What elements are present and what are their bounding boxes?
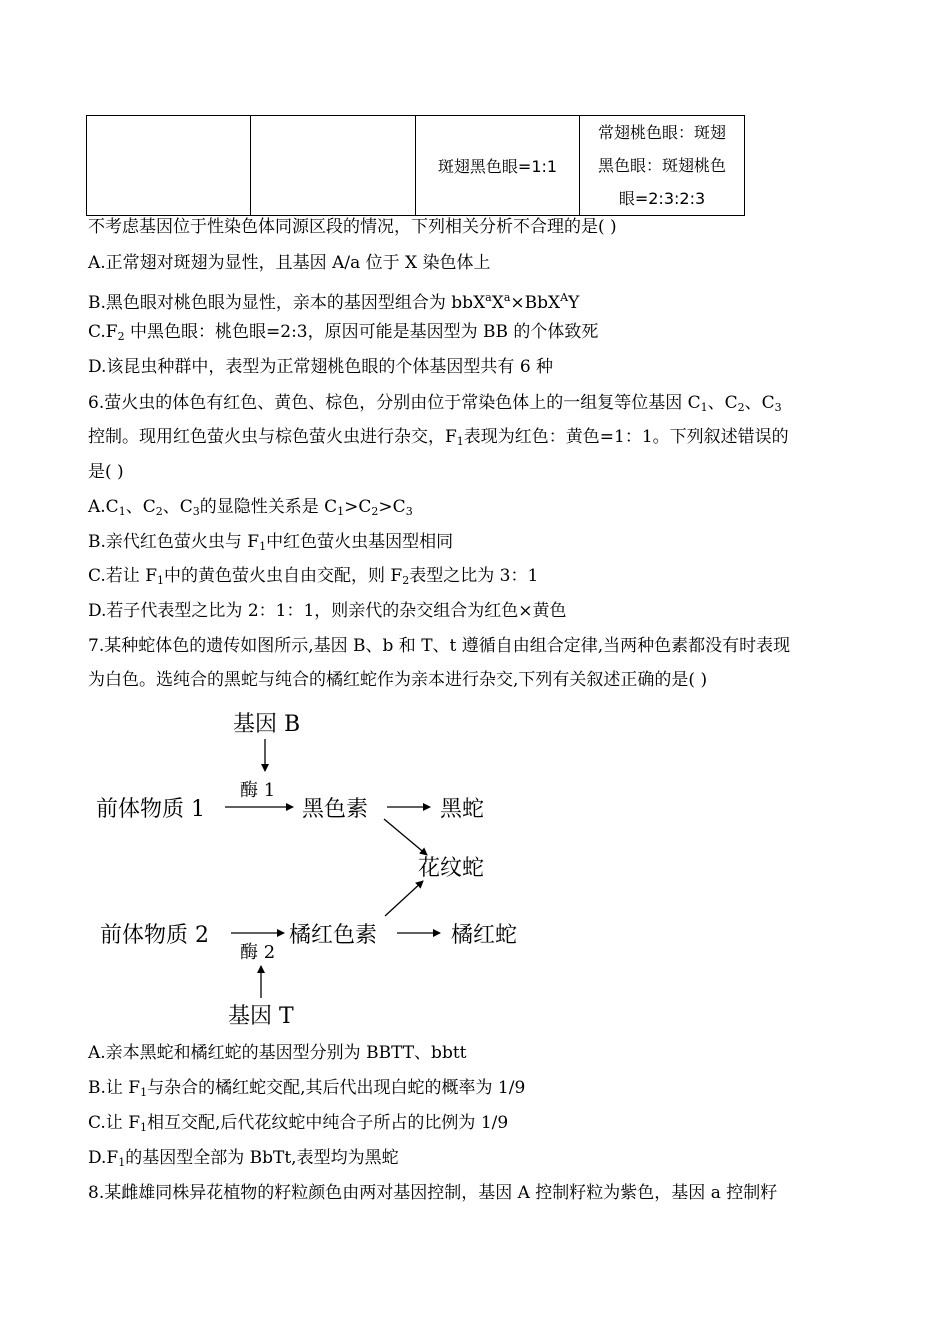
table-cell [87,116,251,216]
black-snake-label: 黑蛇 [440,797,485,822]
black-pigment-label: 黑色素 [302,797,369,822]
q7-option-c: C.让 $F_1$相互交配,后代花纹蛇中纯合子所占的比例为 1/9 [88,1113,509,1134]
q7-stem-line2: 为白色。选纯合的黑蛇与纯合的橘红蛇作为亲本进行杂交,下列有关叙述正确的是( ) [88,670,708,690]
table-cell: 斑翅黑色眼=1:1 [416,116,580,216]
q5-option-d: D.该昆虫种群中，表型为正常翅桃色眼的个体基因型共有 6 种 [88,357,554,377]
q7-stem-line1: 7.某种蛇体色的遗传如图所示,基因 B、b 和 T、t 遵循自由组合定律,当两种色素都没有时表现 [88,636,791,656]
enzyme1-label: 酶 1 [240,780,276,801]
q5-option-b: B.黑色眼对桃色眼为显性，亲本的基因型组合为 $bbX^aX^a\times BbX^AY$ [88,291,580,313]
arrow-to-pattern [384,819,427,855]
q6-option-b: B.亲代红色萤火虫与 $F_1$中红色萤火虫基因型相同 [88,532,454,553]
gene-b-label: 基因 B [233,712,301,737]
table-row [87,116,745,216]
q6-option-d: D.若子代表型之比为 2：1：1，则亲代的杂交组合为红色×黄色 [88,601,567,621]
gene-t-label: 基因 T [228,1004,294,1029]
q7-option-b: B.让 $F_1$与杂合的橘红蛇交配,其后代出现白蛇的概率为 1/9 [88,1078,526,1099]
cell-line: 常翅桃色眼：斑翅 [597,123,726,142]
arrow-orange-to-pattern [385,881,423,916]
precursor1-label: 前体物质 1 [96,797,205,822]
q8-stem-line1: 8.某雌雄同株异花植物的籽粒颜色由两对基因控制，基因 A 控制籽粒为紫色，基因 a 控制籽 [88,1183,778,1203]
q7-option-d: $D.F_1$的基因型全部为 BbTt,表型均为黑蛇 [88,1148,399,1169]
q6-option-a: $A.C_1$、$C_2$、$C_3$的显隐性关系是 $C_1>C_2>C_3$ [88,497,413,518]
cell-line: 黑色眼：斑翅桃色 [597,156,726,175]
precursor2-label: 前体物质 2 [100,923,209,948]
q5-stem: 不考虑基因位于性染色体同源区段的情况，下列相关分析不合理的是( ) [88,217,617,237]
q6-option-c: C.若让 $F_1$中的黄色萤火虫自由交配，则 $F_2$表型之比为 3：1 [88,566,539,587]
q6-stem-line1: 6.萤火虫的体色有红色、黄色、棕色，分别由位于常染色体上的一组复等位基因 $C_1$、$C_2$、$C_3$ [88,393,782,414]
cell-line: 眼=2:3:2:3 [618,189,706,208]
table-cell [251,116,416,216]
orange-snake-label: 橘红蛇 [451,923,518,948]
pathway-diagram [88,703,548,1033]
orange-pigment-label: 橘红色素 [289,923,378,948]
genetics-table [86,115,745,216]
pattern-snake-label: 花纹蛇 [418,856,485,881]
q5-option-c: $C.F_2$ 中黑色眼：桃色眼=2:3，原因可能是基因型为 BB 的个体致死 [88,322,599,343]
q6-stem-line2: 控制。现用红色萤火虫与棕色萤火虫进行杂交，$F_1$表现为红色：黄色=1：1。下列叙述错误的 [88,427,789,448]
q5-option-a: A.正常翅对斑翅为显性，且基因 A/a 位于 X 染色体上 [88,253,491,273]
enzyme2-label: 酶 2 [240,942,276,963]
q6-stem-line3: 是( ) [88,462,124,482]
q7-option-a: A.亲本黑蛇和橘红蛇的基因型分别为 BBTT、bbtt [88,1043,467,1063]
table-cell [580,116,745,216]
